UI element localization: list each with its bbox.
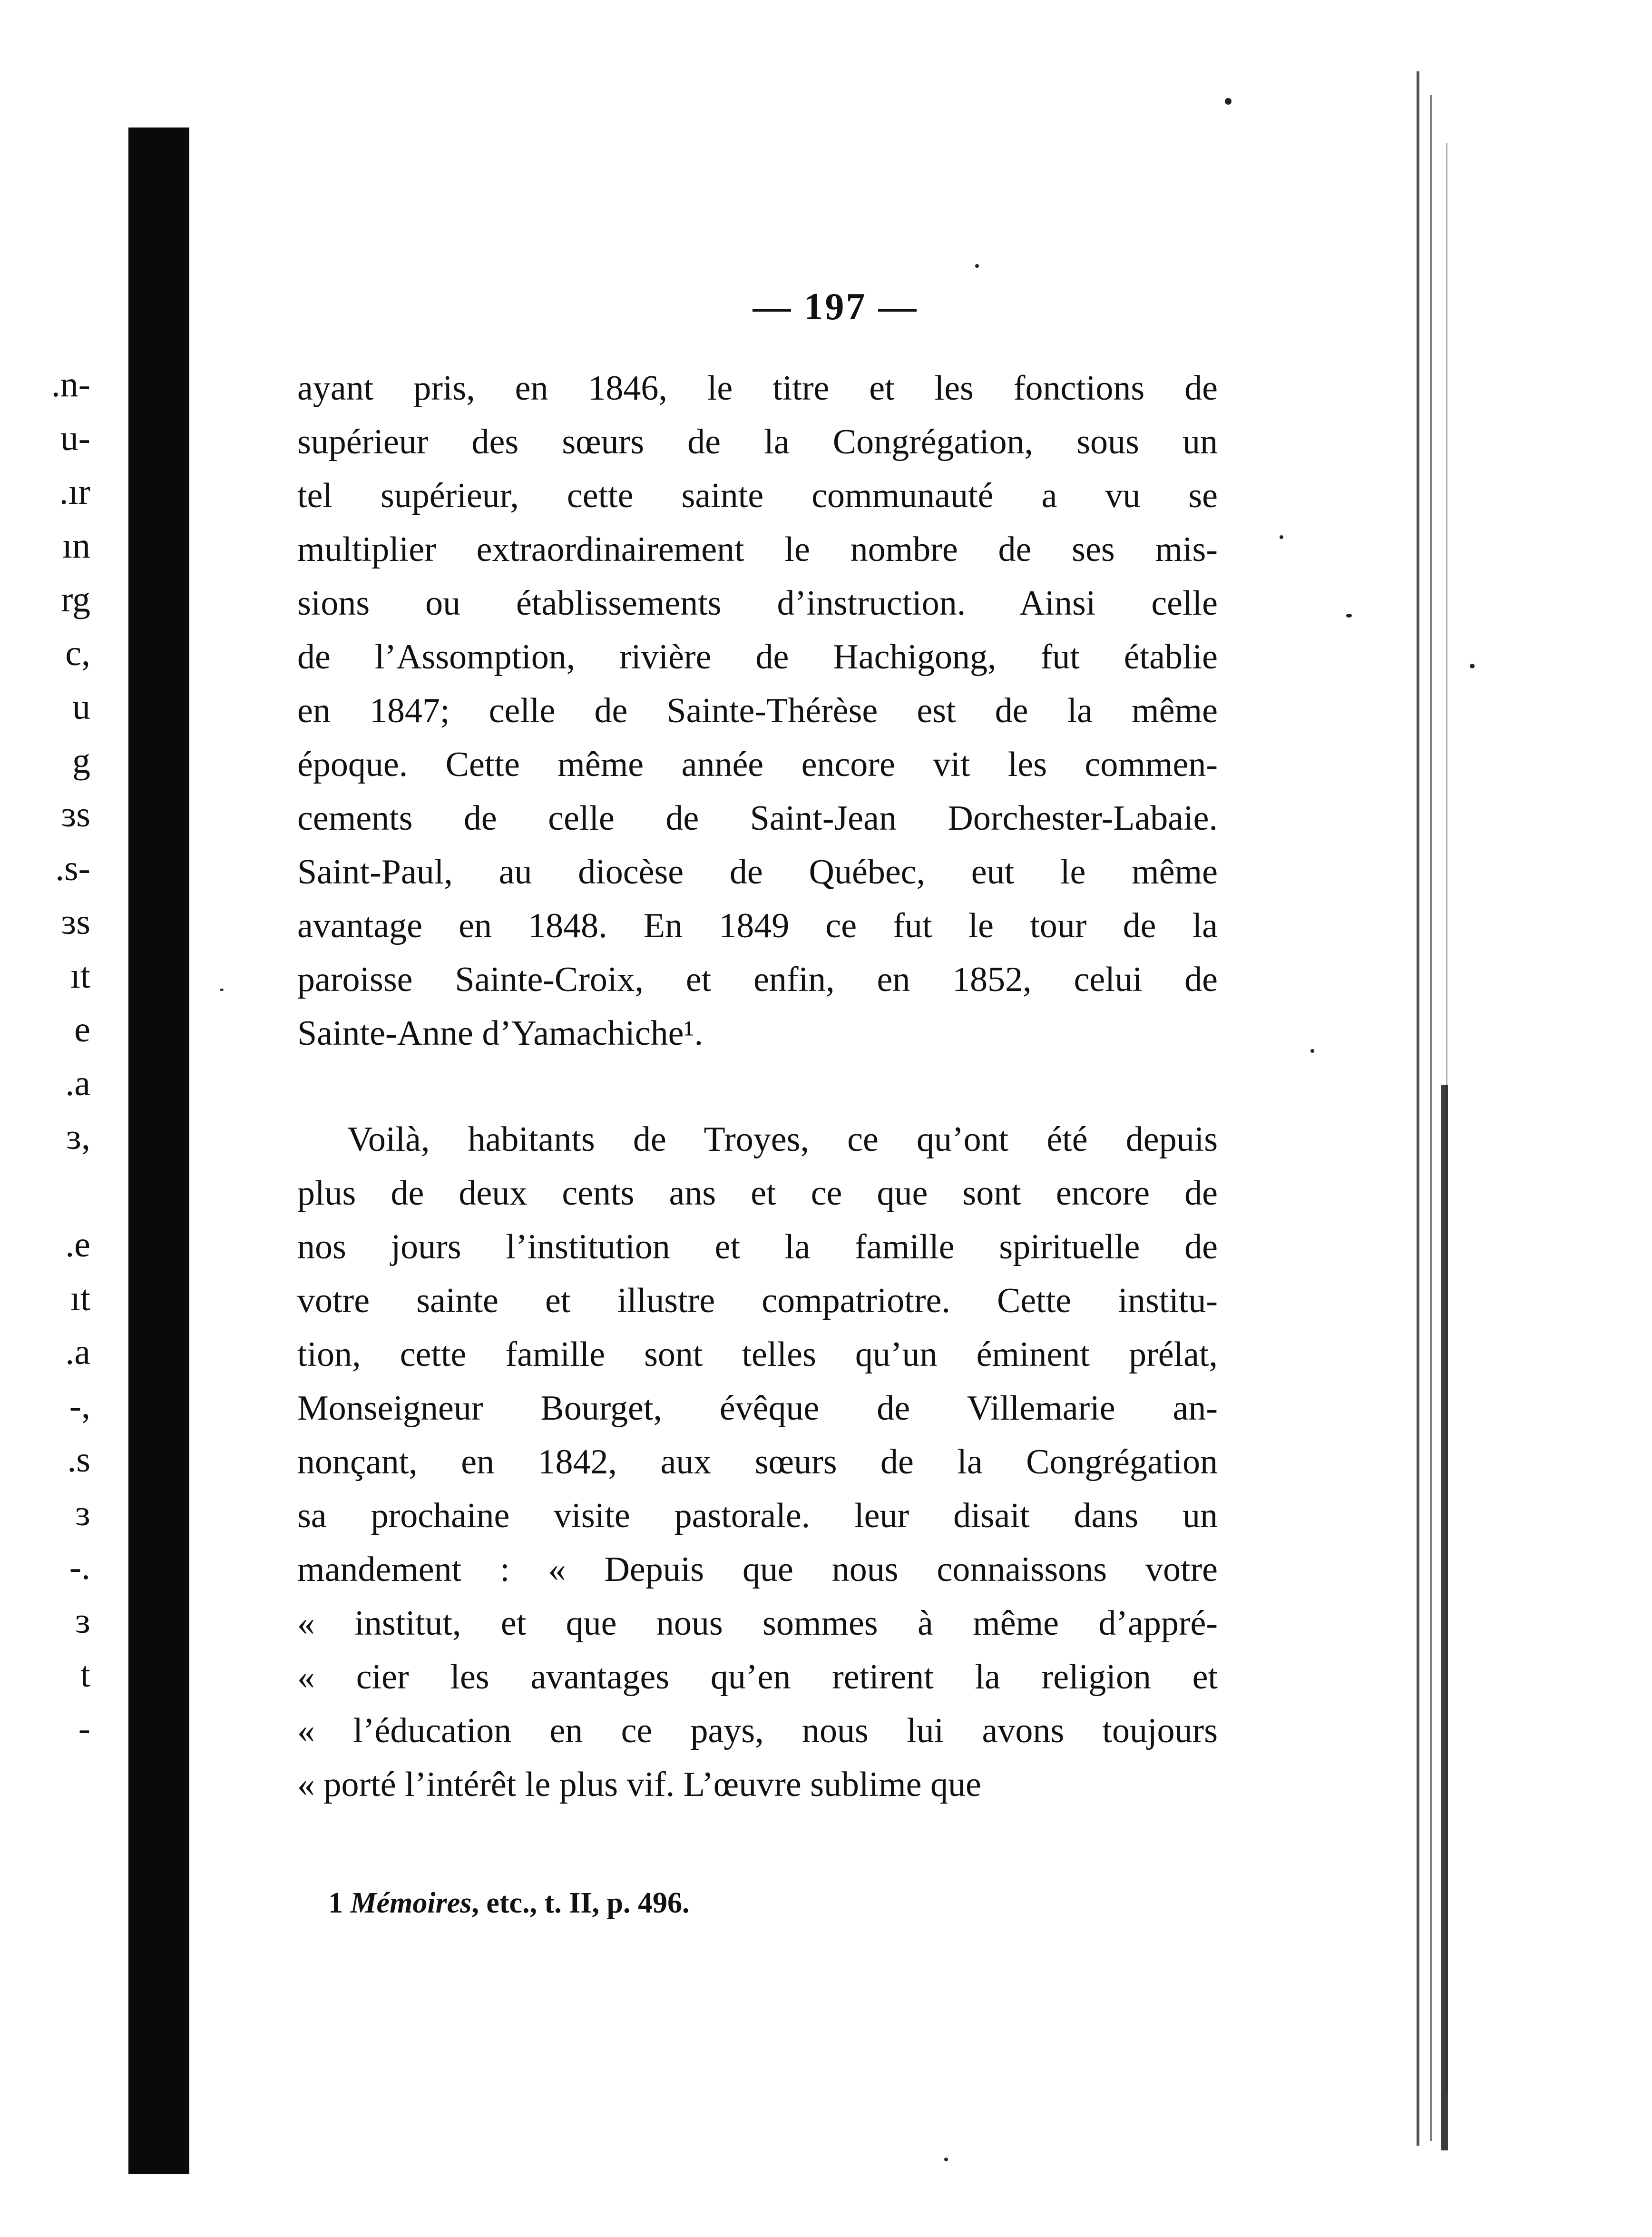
adjacent-page-fragment: -: [78, 1708, 90, 1748]
adjacent-page-fragment: .a: [65, 1332, 90, 1372]
text-line: plus de deux cents ans et ce que sont encore de: [297, 1174, 1218, 1213]
adjacent-page-fragment: ɜ: [75, 1601, 90, 1641]
adjacent-page-fragment: .s-: [55, 848, 90, 888]
adjacent-page-fragment: g: [72, 741, 90, 781]
adjacent-page-fragment: t: [80, 1655, 90, 1695]
adjacent-page-fragment: c,: [65, 633, 90, 673]
text-line: Voilà, habitants de Troyes, ce qu’ont été depuis: [347, 1120, 1218, 1159]
text-line: sions ou établissements d’instruction. Ainsi celle: [297, 584, 1218, 623]
adjacent-page-fragment: .n-: [51, 364, 90, 404]
text-line: multiplier extraordinairement le nombre de ses mis-: [297, 530, 1218, 569]
text-line: nos jours l’institution et la famille spirituelle de: [297, 1227, 1218, 1266]
binding-shadow: [128, 128, 189, 2174]
text-line: tel supérieur, cette sainte communauté a vu se: [297, 476, 1218, 515]
footnote-title: Mémoires: [350, 1887, 472, 1919]
text-line: « institut, et que nous sommes à même d’appré-: [297, 1604, 1218, 1643]
scan-speck: [1225, 98, 1232, 105]
adjacent-page-fragment: -,: [69, 1386, 90, 1426]
text-line: cements de celle de Saint-Jean Dorchester-Labaie.: [297, 799, 1218, 838]
adjacent-page-fragment: .e: [65, 1225, 90, 1265]
adjacent-page-fragment: e: [74, 1010, 90, 1050]
text-line: supérieur des sœurs de la Congrégation, sous un: [297, 422, 1218, 461]
footnote-reference: , etc., t. II, p. 496.: [471, 1887, 690, 1919]
text-line: ayant pris, en 1846, le titre et les fonctions de: [297, 369, 1218, 408]
scan-speck: [1470, 664, 1475, 668]
text-line: Sainte-Anne d’Yamachiche¹.: [297, 1014, 704, 1053]
text-line: nonçant, en 1842, aux sœurs de la Congrégation: [297, 1442, 1218, 1482]
text-line: en 1847; celle de Sainte-Thérèse est de la même: [297, 691, 1218, 730]
body-text: [297, 362, 1218, 1812]
text-line: paroisse Sainte-Croix, et enfin, en 1852, celui de: [297, 960, 1218, 999]
adjacent-page-fragment: ıt: [70, 1278, 90, 1318]
text-line: « porté l’intérêt le plus vif. L’œuvre sublime que: [297, 1765, 981, 1804]
footnote-marker: 1: [328, 1887, 343, 1919]
footnote: [328, 1886, 689, 1920]
text-line: sa prochaine visite pastorale. leur disait dans un: [297, 1496, 1218, 1535]
scan-speck: [1280, 535, 1283, 539]
text-line: tion, cette famille sont telles qu’un éminent prélat,: [297, 1335, 1218, 1374]
text-line: Saint-Paul, au diocèse de Québec, eut le même: [297, 853, 1218, 892]
adjacent-page-fragment: ın: [62, 526, 90, 566]
text-line: époque. Cette même année encore vit les commen-: [297, 745, 1218, 784]
scan-speck: [220, 989, 224, 991]
page-edge-shadow: [1430, 95, 1432, 2141]
adjacent-page-fragment: u-: [60, 418, 90, 458]
adjacent-page-fragment: ɜ,: [66, 1117, 90, 1157]
adjacent-page-fragment: u: [72, 687, 90, 727]
text-line: « cier les avantages qu’en retirent la religion et: [297, 1658, 1218, 1697]
scan-speck: [1346, 614, 1352, 618]
paragraph-gap: [297, 1060, 1218, 1113]
adjacent-page-fragment: .s: [67, 1440, 90, 1480]
page-edge-shadow: [1417, 71, 1419, 2146]
scan-speck: [944, 2158, 948, 2161]
adjacent-page-fragment: ıt: [70, 956, 90, 996]
text-line: mandement : « Depuis que nous connaissons votre: [297, 1550, 1218, 1589]
page-number: — 197 —: [753, 286, 919, 328]
adjacent-page-fragment: ɜs: [61, 795, 90, 834]
adjacent-page-fragment: -.: [69, 1547, 90, 1587]
adjacent-page-fragment: ɜs: [61, 902, 90, 942]
text-line: Monseigneur Bourget, évêque de Villemarie an-: [297, 1389, 1218, 1428]
text-line: votre sainte et illustre compatriotre. Cette institu-: [297, 1281, 1218, 1320]
text-line: avantage en 1848. En 1849 ce fut le tour de la: [297, 906, 1218, 945]
adjacent-page-fragment: rg: [61, 579, 90, 619]
text-line: « l’éducation en ce pays, nous lui avons toujours: [297, 1711, 1218, 1750]
adjacent-page-fragment: .ır: [59, 472, 90, 512]
scan-speck: [975, 264, 979, 268]
text-line: de l’Assomption, rivière de Hachigong, fut établie: [297, 638, 1218, 677]
page-edge-shadow: [1441, 1085, 1448, 2150]
adjacent-page-fragment: ɜ: [75, 1493, 90, 1533]
scan-speck: [1310, 1049, 1314, 1053]
adjacent-page-fragment: .a: [65, 1063, 90, 1103]
